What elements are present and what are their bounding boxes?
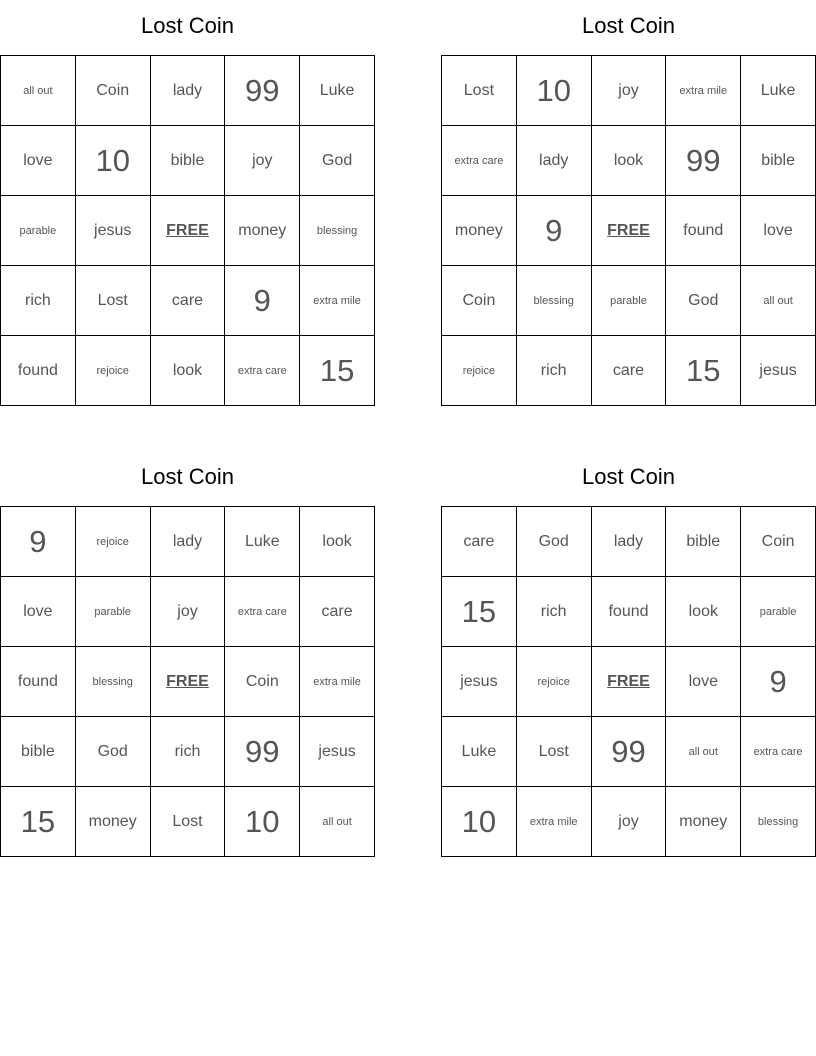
bingo-cell: God — [76, 717, 151, 787]
bingo-cell: blessing — [300, 196, 375, 266]
bingo-card — [0, 451, 375, 857]
bingo-cell: God — [517, 507, 592, 577]
free-space-cell: FREE — [592, 196, 667, 266]
bingo-cell: rejoice — [76, 336, 151, 406]
bingo-grid — [0, 55, 375, 406]
bingo-cell: Luke — [300, 56, 375, 126]
bingo-cell: love — [1, 126, 76, 196]
bingo-cell: extra care — [225, 577, 300, 647]
bingo-cell: 99 — [225, 717, 300, 787]
card-title: Lost Coin — [141, 13, 234, 38]
bingo-cell: rich — [151, 717, 226, 787]
bingo-cell: parable — [1, 196, 76, 266]
bingo-cell: care — [442, 507, 517, 577]
bingo-cell: bible — [666, 507, 741, 577]
bingo-cell: look — [151, 336, 226, 406]
bingo-cell: Coin — [741, 507, 816, 577]
bingo-cell: money — [666, 787, 741, 857]
bingo-cell: love — [1, 577, 76, 647]
bingo-cell: rich — [517, 577, 592, 647]
bingo-cell: look — [592, 126, 667, 196]
bingo-cell: all out — [1, 56, 76, 126]
bingo-cell: extra care — [442, 126, 517, 196]
card-title: Lost Coin — [582, 13, 675, 38]
bingo-cell: care — [592, 336, 667, 406]
bingo-cell: Luke — [741, 56, 816, 126]
bingo-cell: 10 — [76, 126, 151, 196]
bingo-cell: lady — [151, 507, 226, 577]
bingo-cell: found — [666, 196, 741, 266]
bingo-cell: Lost — [151, 787, 226, 857]
bingo-cell: look — [666, 577, 741, 647]
bingo-cell: 9 — [1, 507, 76, 577]
bingo-cell: blessing — [741, 787, 816, 857]
bingo-cell: joy — [592, 787, 667, 857]
bingo-cell: money — [76, 787, 151, 857]
bingo-cell: jesus — [76, 196, 151, 266]
bingo-cell: 15 — [1, 787, 76, 857]
bingo-cell: parable — [592, 266, 667, 336]
bingo-cell: extra care — [741, 717, 816, 787]
bingo-cell: 99 — [592, 717, 667, 787]
bingo-cell: 9 — [517, 196, 592, 266]
bingo-cell: bible — [741, 126, 816, 196]
bingo-cell: lady — [517, 126, 592, 196]
bingo-cell: 10 — [517, 56, 592, 126]
bingo-cell: extra mile — [300, 266, 375, 336]
bingo-cell: joy — [151, 577, 226, 647]
bingo-cell: rejoice — [442, 336, 517, 406]
bingo-cell: extra mile — [666, 56, 741, 126]
bingo-cell: look — [300, 507, 375, 577]
bingo-grid — [0, 506, 375, 857]
bingo-cell: care — [300, 577, 375, 647]
free-space-cell: FREE — [592, 647, 667, 717]
bingo-cell: rich — [1, 266, 76, 336]
bingo-cell: Coin — [225, 647, 300, 717]
bingo-cell: 15 — [300, 336, 375, 406]
bingo-cell: found — [1, 336, 76, 406]
card-title: Lost Coin — [582, 464, 675, 489]
bingo-cell: found — [592, 577, 667, 647]
bingo-cell: rejoice — [517, 647, 592, 717]
card-title: Lost Coin — [141, 464, 234, 489]
bingo-cell: jesus — [741, 336, 816, 406]
bingo-grid — [441, 55, 816, 406]
bingo-cell: Lost — [76, 266, 151, 336]
bingo-cell: bible — [1, 717, 76, 787]
bingo-cell: all out — [666, 717, 741, 787]
bingo-cell: God — [300, 126, 375, 196]
bingo-cell: Luke — [442, 717, 517, 787]
bingo-cell: 15 — [666, 336, 741, 406]
bingo-cell: extra mile — [300, 647, 375, 717]
bingo-cell: lady — [151, 56, 226, 126]
bingo-card — [441, 451, 816, 857]
free-space-cell: FREE — [151, 647, 226, 717]
bingo-cell: 99 — [225, 56, 300, 126]
bingo-cell: jesus — [300, 717, 375, 787]
bingo-cell: 99 — [666, 126, 741, 196]
bingo-card — [441, 0, 816, 406]
bingo-cell: found — [1, 647, 76, 717]
bingo-cell: Lost — [442, 56, 517, 126]
bingo-cell: God — [666, 266, 741, 336]
bingo-cell: love — [666, 647, 741, 717]
bingo-cell: all out — [300, 787, 375, 857]
bingo-cell: money — [225, 196, 300, 266]
bingo-cell: 10 — [225, 787, 300, 857]
bingo-cell: jesus — [442, 647, 517, 717]
bingo-cell: extra mile — [517, 787, 592, 857]
bingo-cell: money — [442, 196, 517, 266]
free-space-cell: FREE — [151, 196, 226, 266]
bingo-cell: 15 — [442, 577, 517, 647]
bingo-cell: rejoice — [76, 507, 151, 577]
bingo-cell: 10 — [442, 787, 517, 857]
bingo-card — [0, 0, 375, 406]
bingo-cell: all out — [741, 266, 816, 336]
bingo-cell: bible — [151, 126, 226, 196]
bingo-cell: Luke — [225, 507, 300, 577]
bingo-cell: 9 — [741, 647, 816, 717]
bingo-cell: parable — [76, 577, 151, 647]
bingo-cell: Coin — [442, 266, 517, 336]
bingo-cell: extra care — [225, 336, 300, 406]
bingo-cell: 9 — [225, 266, 300, 336]
bingo-cell: joy — [225, 126, 300, 196]
bingo-cell: parable — [741, 577, 816, 647]
bingo-cell: rich — [517, 336, 592, 406]
bingo-cell: lady — [592, 507, 667, 577]
bingo-cell: love — [741, 196, 816, 266]
bingo-cell: joy — [592, 56, 667, 126]
bingo-cell: blessing — [76, 647, 151, 717]
bingo-grid — [441, 506, 816, 857]
bingo-cell: Coin — [76, 56, 151, 126]
bingo-cell: care — [151, 266, 226, 336]
bingo-cell: Lost — [517, 717, 592, 787]
bingo-cell: blessing — [517, 266, 592, 336]
